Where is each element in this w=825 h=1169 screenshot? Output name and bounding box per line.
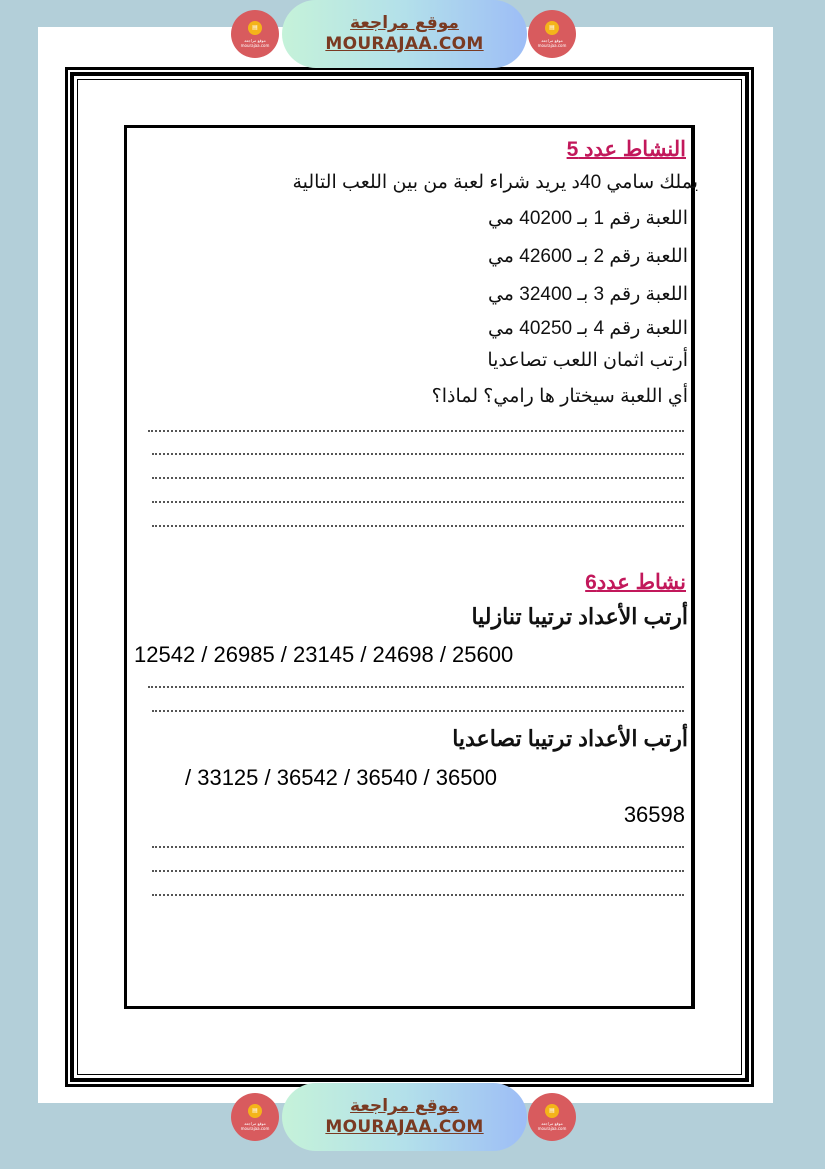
activity6-title: نشاط عدد6 [585, 571, 686, 594]
answer-line[interactable] [152, 501, 684, 503]
watermark-badge [231, 1093, 279, 1141]
activity5-item-3: اللعبة رقم 3 بـ 32400 مي [487, 284, 688, 305]
book-icon: ▤ [545, 21, 559, 35]
activity5-question-choice: أي اللعبة سيختار ها رامي؟ لماذا؟ [431, 386, 688, 407]
book-icon: ▤ [248, 1104, 262, 1118]
activity5-item-2: اللعبة رقم 2 بـ 42600 مي [487, 246, 688, 267]
answer-line[interactable] [152, 477, 684, 479]
activity5-title: النشاط عدد 5 [566, 138, 686, 161]
activity6-task-ascending: أرتب الأعداد ترتيبا تصاعديا [452, 726, 688, 751]
watermark-latin: MOURAJAA.COM [325, 34, 484, 54]
answer-line[interactable] [152, 870, 684, 872]
watermark-banner-bottom [231, 1083, 578, 1151]
activity6-ascending-numbers-line2: 36598 [623, 802, 685, 827]
answer-line[interactable] [152, 525, 684, 527]
answer-line[interactable] [148, 686, 684, 688]
watermark-arabic: موقع مراجعة [350, 13, 459, 33]
answer-line[interactable] [152, 453, 684, 455]
activity6-ascending-numbers-line1: / 33125 / 36542 / 36540 / 36500 [185, 765, 497, 790]
answer-line[interactable] [152, 710, 684, 712]
activity6-task-descending: أرتب الأعداد ترتيبا تنازليا [471, 604, 688, 629]
book-icon: ▤ [248, 21, 262, 35]
badge-text: موقع مراجعة mourajaa.com [240, 37, 270, 48]
activity5-question-order: أرتب اثمان اللعب تصاعديا [487, 350, 688, 371]
badge-text: موقع مراجعة mourajaa.com [537, 37, 567, 48]
answer-line[interactable] [148, 430, 684, 432]
activity6-descending-numbers: 12542 / 26985 / 23145 / 24698 / 25600 [134, 642, 514, 667]
watermark-latin: MOURAJAA.COM [325, 1117, 484, 1137]
watermark-arabic: موقع مراجعة [350, 1096, 459, 1116]
watermark-banner-top [231, 0, 578, 68]
answer-line[interactable] [152, 846, 684, 848]
activity5-item-1: اللعبة رقم 1 بـ 40200 مي [487, 208, 688, 229]
activity5-intro: يملك سامي 40د يريد شراء لعبة من بين اللعب التالية [292, 172, 698, 193]
watermark-badge [528, 10, 576, 58]
watermark-link[interactable] [282, 1083, 527, 1151]
answer-line[interactable] [152, 894, 684, 896]
watermark-badge [528, 1093, 576, 1141]
watermark-link[interactable] [282, 0, 527, 68]
activity5-item-4: اللعبة رقم 4 بـ 40250 مي [487, 318, 688, 339]
badge-text: موقع مراجعة mourajaa.com [240, 1120, 270, 1131]
watermark-badge [231, 10, 279, 58]
book-icon: ▤ [545, 1104, 559, 1118]
badge-text: موقع مراجعة mourajaa.com [537, 1120, 567, 1131]
